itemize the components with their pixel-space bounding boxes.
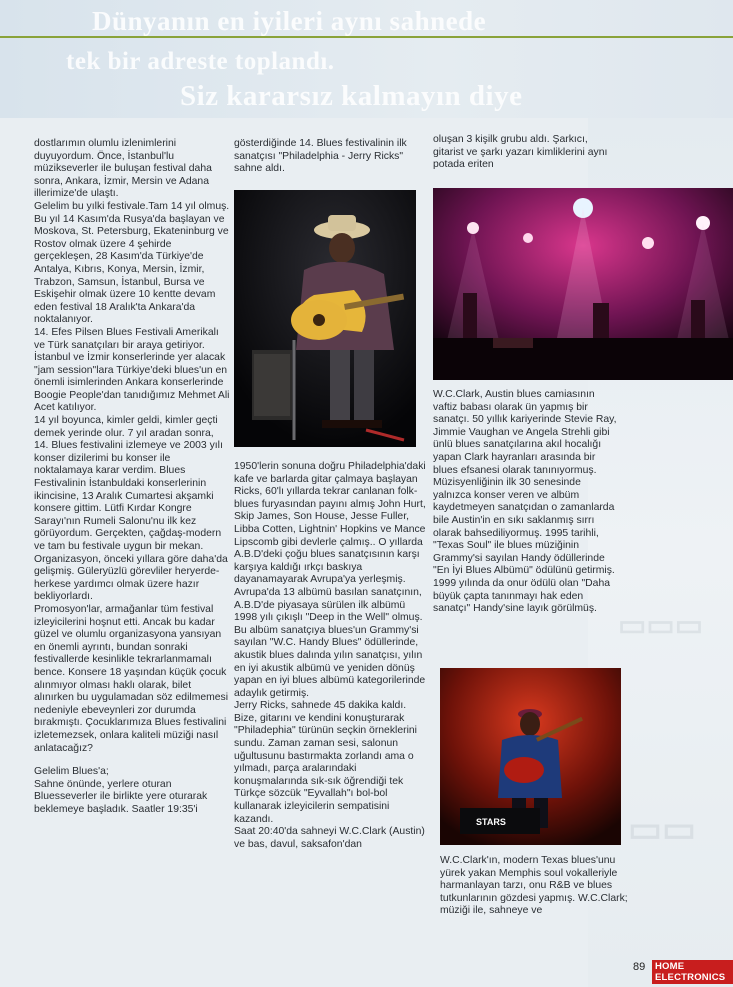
column-3-top [433, 134, 618, 172]
col1-paragraph-1: dostlarımın olumlu izlenimlerini duyuyordum. Önce, İstanbul'lu müzikseverler ile buluşan festival daha sonra, Ankara, İzmir, Mersin ve Adana illerimize'de ulaştı. [34, 138, 212, 200]
col2-paragraph-3: Saat 20:40'da sahneyi W.C.Clark (Austin) ve bas, davul, saksafon'dan [234, 826, 425, 850]
col1-paragraph-2: Gelelim bu yılki festivale.Tam 14 yıl olmuş. Bu yıl 14 Kasım'da Rusya'da başlayan ve Moskova, St. Petersburg, Ekateninburg ve Rostov olmak üzere 4 şehirde gerçekleşen, 28 Kasım'da Türkiye'de Antalya, Kıbrıs, Konya, Mersin, İzmir, Trabzon, Samsun, İstanbul, Bursa ve Eskişehir olmak üzere 10 kentte devam eden festival 18 Aralık'ta Ankara'da noktalanıyor. [34, 200, 230, 326]
column-3-bottom [440, 855, 628, 918]
col2-top-text: gösterdiğinde 14. Blues festivalinin ilk sanatçısı "Philadelphia - Jerry Ricks" sahne aldı. [234, 138, 407, 175]
wc-clark-illustration [440, 668, 621, 845]
page-number: 89 [633, 961, 646, 973]
col2-paragraph-2: Jerry Ricks, sahnede 45 dakika kaldı. Bize, gitarını ve kendini konuşturarak "Philadephia" türünün seçkin örneklerini sundu. Zaman zaman sesi, salonun uğultusunu bastırmakta zorlandı ama o yılmadı, parça aralarındaki konuşmalarında sık-sık öğrendiği tek Türkçe sözcük "Eyvallah"ı bol-bol kullanarak izleyicilerin sempatisini kazandı. [234, 700, 417, 825]
headline-line-1: Dünyanın en iyileri aynı sahnede [92, 6, 487, 36]
ghost-logo-2: ▭▭ [628, 809, 697, 849]
magazine-badge: HOME ELECTRONICS [652, 960, 733, 984]
stage-lights-illustration [433, 188, 733, 380]
paragraph-gap [34, 755, 230, 766]
col3-top-text: oluşan 3 kişilk grubu aldı. Şarkıcı, gitarist ve şarkı yazarı kimliklerini aynı potada eriten [433, 134, 608, 171]
column-2-top [234, 138, 424, 176]
column-1 [34, 138, 230, 816]
column-2-bottom [234, 461, 426, 851]
stage-sign-text: STARS [476, 817, 506, 827]
col1-paragraph-6: Gelelim Blues'a; [34, 766, 109, 778]
header-accent-rule [0, 36, 733, 38]
ghost-logo-1: ▭▭▭ [618, 609, 704, 642]
col1-paragraph-5: Promosyon'lar, armağanlar tüm festival izleyicilerini hoşnut etti. Ancak bu kadar güzel ve olumlu organizasyona yansıyan en önemli ayrıntı, bundan sonraki festivallerde kesinlikle tekrarlanmamalı bence. Konsere 18 yaşından küçük çocuk alınmıyor olması haklı olarak, bilet alınırken bu uygulamadan söz edilmemesi nedeniyle ebeveynleri zor durumda bırakmıştı. Çocuklarımıza Blues festivalini izletemezsek, onlara kaliteli müziği nasıl anlatacağız? [34, 603, 229, 754]
col2-paragraph-1: 1950'lerin sonuna doğru Philadelphia'daki kafe ve barlarda gitar çalmaya başlayan Ricks, 60'lı yıllarda tekrar canlanan folk-blues furyasından payını almış John Hurt, Skip James, Son House, Jesse Fuller, Libba Cotten, Lightnin' Hopkins ve Mance Lipscomb gibi devlerle çalmış.. O yıllarda A.B.D'deki çoğu blues sanatçısının karşı karşıya kaldığı ırkçı baskıya dayanamayarak Avrupa'ya yerleşmiş. Avrupa'da 13 albümü basılan sanatçının, A.B.D'de piyasaya sürülen ilk albümü 1998 yılı çıkışlı "Deep in the Well" olmuş. Bu albüm sanatçıya blues'un Grammy'si sayılan "W.C. Handy Blues" ödüllerinde, akustik blues dalında yılın sanatçısı, yılın en iyi akustik albümü ve yeniden dönüş yapan en iyi blues albümü kategorilerinde adaylık getirmiş. [234, 461, 426, 699]
column-3-middle [433, 389, 621, 616]
col1-paragraph-3: 14. Efes Pilsen Blues Festivali Amerikalı ve Türk sanatçıları bir araya getiriyor. İstanbul ve İzmir konserlerinde yer alacak "jam session"lara Türkiye'deki blues'un en önemli isimlerinden Ankara konserlerinde Boogie People'dan tanıdığımız Mehmet Ali Acet katılıyor. [34, 326, 230, 414]
col3-middle-text: W.C.Clark, Austin blues camiasının vaftiz babası olarak ün yapmış bir sanatçı. 50 yıllık kariyerinde Stevie Ray, Jimmie Vaughan ve Angela Strehli gibi ünlü blues sanatçılarına akıl hocalığı yapan Clark hayranları arasında bir blues efsanesi olarak tanınıyormuş. Müzisyenliğinin ilk 30 senesinde yalnızca konser veren ve albüm kaydetmeyen sanatçıdan o zamanlarda bile Austin'in en sıkı saklanmış sırrı olarak bahsediliyormuş. 1995 tarihli, "Texas Soul" ile blues müziğinin Grammy'si sayılan Handy ödüllerinde "En İyi Blues Albümü" ödülünü getirmiş. 1999 yılında da onur ödülü olan "Daha büyük çapta tanınmayı hak eden sanatçı" Handy'sine layık görülmüş. [433, 389, 617, 615]
header-band [0, 0, 733, 118]
col1-paragraph-4: 14 yıl boyunca, kimler geldi, kimler geçti demek yerinde olur. 7 yıl aradan sonra, 14. Blues festivalini izlemeye ve 2003 yılı konser dizilerimi bu konser ile noktalamaya karar verdim. Blues Festivalinin İstanbuldaki konserlerinin ikincisine, 13 Aralık Cumartesi akşamki konsere gittim. Lütfi Kırdar Kongre Sarayı'nın Rumeli Salonu'nu ilk kez görüyordum. Gerçekten, çağdaş-modern ve tam bu festivale uygun bir mekan. Organizasyon, önceki yıllara göre daha'da gelişmiş. Güleryüzlü görevliler heryerde-herkese yardımcı olmak üzere hazır bekliyorlardı. [34, 415, 228, 603]
wc-clark-guitar-photo [440, 668, 621, 845]
headline-line-3: Siz kararsız kalmayın diye [180, 80, 523, 112]
col3-bottom-text: W.C.Clark'ın, modern Texas blues'unu yürek yakan Memphis soul vokalleriyle harmanlayan tarzı, onu R&B ve blues tutkunlarının gözdesi yapmış. W.C.Clark; müziği ile, sahneye ve [440, 855, 628, 917]
jerry-ricks-illustration [234, 190, 416, 447]
jerry-ricks-guitar-photo [234, 190, 416, 447]
stage-lights-band-photo [433, 188, 733, 380]
col1-paragraph-7: Sahne önünde, yerlere oturan Bluesseverler ile birlikte yere oturarak beklemeye başladık. Saatler 19:35'i [34, 778, 208, 815]
headline-line-2: tek bir adreste toplandı. [66, 48, 335, 75]
